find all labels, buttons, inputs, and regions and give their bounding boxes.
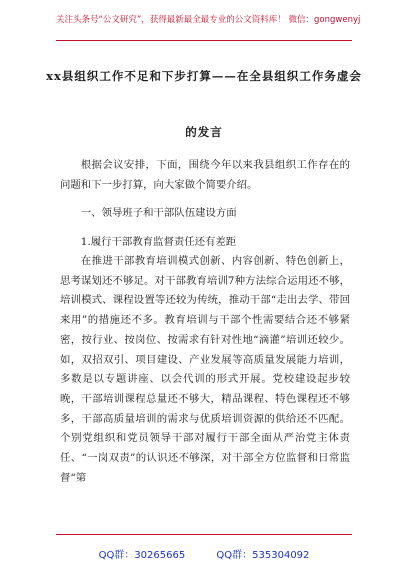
header-divider <box>56 40 352 41</box>
footer-qq-group-1: QQ群：30265665 <box>98 550 186 561</box>
body-paragraph: 在推进干部教育培训模式创新、内容创新、特色创新上，思考谋划还不够足。对干部教育培训7种方法综合运用还不够，培训模式、课程设置等还较为传统，推动干部“走出去学、带回来用”的措施还不多。教育培训与干部个性需要结合还不够紧密，按行业、按岗位、按需求有针对性地“滴灌”培训还较少。如，双招双引、项目建设、产业发展等高质量发展能力培训，多数是以专题讲座、以会代训的形式开展。党校建设起步较晚，干部培训课程总量还不够大，精品课程、特色课程还不够多，干部高质量培训的需求与优质培训资源的供给还不匹配。个别党组织和党员领导干部对履行干部全面从严治党主体责任、“一岗双责”的认识还不够深，对干部全方位监督和日常监督“第 <box>60 255 350 484</box>
subsection-heading-block <box>60 233 350 253</box>
footer-qq-group-2: QQ群：535304092 <box>216 550 310 561</box>
footer <box>56 546 352 561</box>
document-title: xx县组织工作不足和下步打算——在全县组织工作务虚会 <box>46 69 362 83</box>
section-heading-block <box>60 204 350 224</box>
footer-divider <box>56 534 352 535</box>
document-subtitle: 的发言 <box>185 125 223 139</box>
intro-paragraph: 根据会议安排，下面，围绕今年以来我县组织工作存在的问题和下一步打算，向大家做个简要介绍。 <box>60 159 350 191</box>
subsection-heading: 1.履行干部教育监督责任还有差距 <box>80 236 237 248</box>
section-heading: 一、领导班子和干部队伍建设方面 <box>80 207 237 219</box>
body-block <box>60 252 350 488</box>
header-notice: 关注头条号“公文研究”，获得最新最全最专业的公文资料库！ 微信：gongwenyj <box>56 15 361 25</box>
intro-block <box>60 156 350 195</box>
